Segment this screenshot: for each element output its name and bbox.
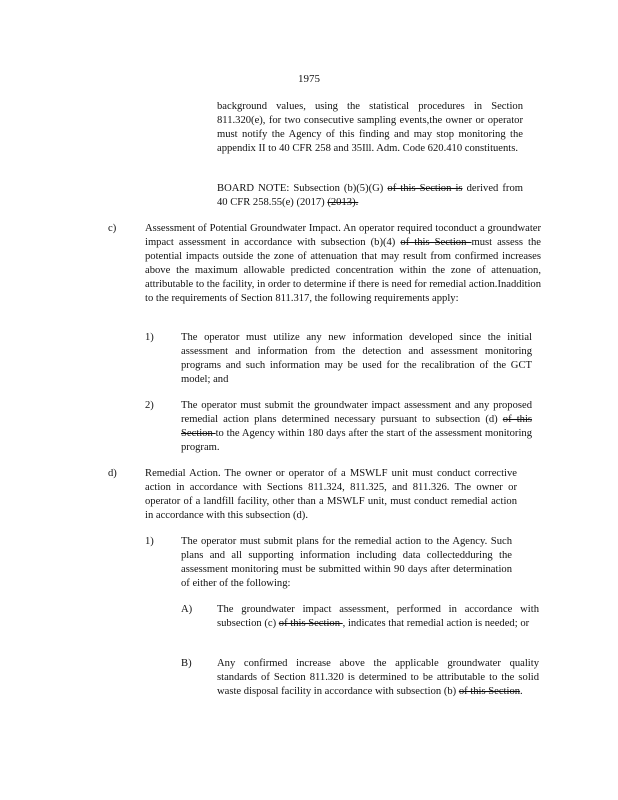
intro-paragraph: background values, using the statistical procedures in Section 811.320(e), for two consecutive sampling events,the owner or operator must notify the Agency of this finding and may stop monitoring the appendix II to 40 CFR 258 and 35Ill. Adm. Code 620.410 constituents. xyxy=(217,101,523,154)
section-d-item-1-text: The operator must submit plans for the remedial action to the Agency. Such plans and all supporting information including data collectedduring the assessment monitoring must be submitted within 90 days after determination of either of the following: xyxy=(181,536,512,589)
section-c-item-2-label: 2) xyxy=(145,400,154,411)
section-c-item-2-text xyxy=(181,399,532,455)
section-d-subitem-b-label: B) xyxy=(181,658,192,669)
section-d-subitem-a-label: A) xyxy=(181,604,193,615)
section-c-text-2: must assess the potential impacts outside the zone of attenuation that may result from confirmed increases above the maximum allowable predicted concentration within the zone of attenuation, attributable to the facility, in order to determine if there is need for remedial action.Inaddition to the requirements of Section 811.317, the following requirements apply: xyxy=(145,237,541,304)
page-number: 1975 xyxy=(298,73,320,85)
board-note xyxy=(217,182,523,210)
section-d-paragraph: Remedial Action. The owner or operator of a MSWLF unit must conduct corrective action in accordance with Sections 811.324, 811.325, and 811.326. The owner or operator of a landfill facility, other than a MSWLF unit, must conduct remedial action in accordance with this subsection (d). xyxy=(145,468,517,521)
section-d-subitem-b-text xyxy=(217,657,539,699)
section-d-item-1-label: 1) xyxy=(145,536,154,547)
subitem-b-strike-1: of this Section xyxy=(458,686,521,697)
section-c-item-2-strike-1: of this Section xyxy=(181,414,533,439)
subitem-b-text-2: . xyxy=(520,686,523,697)
subitem-a-text-1: The groundwater impact assessment, performed in accordance with subsection (c) xyxy=(217,604,539,629)
subitem-b-text-1: Any confirmed increase above the applicable groundwater quality standards of Section 811.320 is determined to be attributable to the solid waste disposal facility in accordance with subsection (b) xyxy=(217,658,539,697)
section-d-label: d) xyxy=(108,468,117,479)
board-note-text-2: derived from 40 CFR 258.55(e) (2017) xyxy=(217,183,523,208)
board-note-strike-1: of this Section is xyxy=(387,183,463,194)
section-d-subitem-a-text xyxy=(217,603,539,631)
section-c-item-2-text-1: The operator must submit the groundwater impact assessment and any proposed remedial action plans determined necessary pursuant to subsection (d) xyxy=(181,400,532,425)
section-c-item-2-text-2: to the Agency within 180 days after the start of the assessment monitoring program. xyxy=(181,428,532,453)
subitem-a-strike-1: of this Section xyxy=(278,618,343,629)
section-c-item-1-label: 1) xyxy=(145,332,154,343)
section-c-label: c) xyxy=(108,223,117,234)
board-note-text-1: BOARD NOTE: Subsection (b)(5)(G) xyxy=(217,183,388,194)
section-c-paragraph xyxy=(145,222,541,306)
section-c-text-1: Assessment of Potential Groundwater Impact. An operator required toconduct a groundwater impact assessment in accordance with subsection (b)(4) xyxy=(145,223,541,248)
board-note-strike-2: (2013). xyxy=(327,197,359,208)
section-c-strike-1: of this Section xyxy=(400,237,472,248)
subitem-a-text-2: , indicates that remedial action is needed; or xyxy=(342,618,530,629)
section-c-item-1-text: The operator must utilize any new information developed since the initial assessment and information from the detection and assessment monitoring programs and such information may be used for the recalibration of the GCT model; and xyxy=(181,332,532,385)
